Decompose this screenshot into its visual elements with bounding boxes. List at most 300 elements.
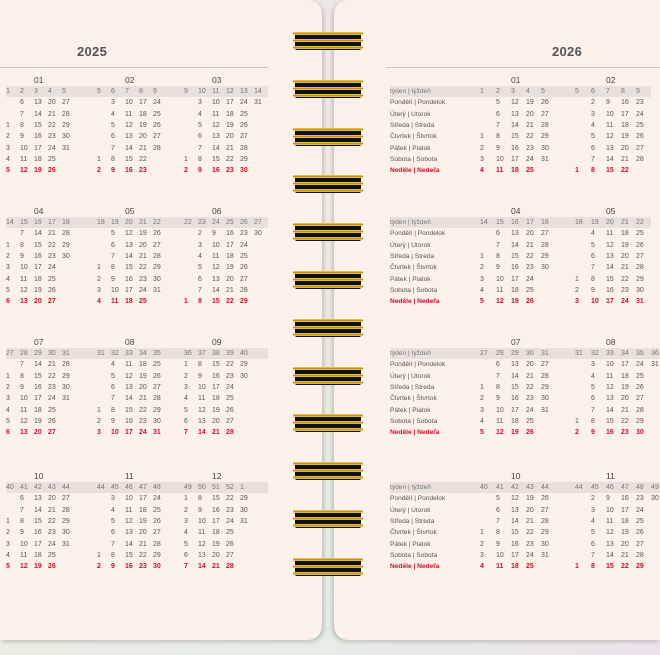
calendar-cell: 7 (606, 86, 621, 97)
calendar-cell: 30 (526, 348, 541, 359)
calendar-cell (254, 154, 268, 165)
calendar-cell (480, 228, 496, 239)
calendar-cell: 6 (184, 551, 188, 559)
calendar-cell (240, 416, 254, 427)
calendar-cell (167, 538, 184, 549)
calendar-cell: 14 (480, 217, 496, 228)
calendar-cell (575, 393, 591, 404)
calendar-cell: 2 (480, 144, 484, 152)
calendar-cell (62, 273, 80, 284)
calendar-cell (167, 470, 184, 482)
calendar-cell: 7 (20, 506, 24, 514)
calendar-cell (240, 205, 254, 217)
calendar-cell (240, 382, 254, 393)
calendar-cell: 1 (97, 551, 101, 559)
calendar-cell: 20 (139, 133, 147, 141)
calendar-cell: 29 (153, 551, 161, 559)
calendar-cell: 6 (20, 99, 24, 107)
calendar-cell: 26 (153, 230, 161, 238)
calendar-cell (80, 416, 97, 427)
calendar-cell (559, 359, 575, 370)
calendar-cell: 14 (34, 506, 42, 514)
calendar-cell (541, 470, 559, 482)
calendar-cell (97, 393, 111, 404)
calendar-cell: 8 (591, 563, 595, 571)
calendar-cell: 23 (226, 372, 234, 380)
weekday-row (6, 262, 268, 273)
calendar-cell: 19 (139, 518, 147, 526)
calendar-cell (97, 120, 111, 131)
calendar-cell: 19 (621, 384, 629, 392)
calendar-cell: 18 (226, 110, 234, 118)
calendar-cell: 30 (62, 133, 70, 141)
calendar-cell: 35 (153, 348, 167, 359)
calendar-cell (97, 142, 111, 153)
calendar-cell: 17 (212, 518, 220, 526)
calendar-cell: 13 (34, 99, 42, 107)
calendar-cell (198, 470, 212, 482)
calendar-cell: 42 (511, 482, 526, 493)
calendar-cell (167, 416, 184, 427)
calendar-cell: 17 (34, 264, 42, 272)
calendar-cell (184, 109, 198, 120)
calendar-cell: 21 (139, 540, 147, 548)
calendar-cell: 18 (34, 551, 42, 559)
calendar-cell: 20 (606, 217, 621, 228)
calendar-cell: 9 (496, 144, 500, 152)
calendar-cell (254, 251, 268, 262)
binding-ring (293, 173, 363, 195)
weekday-row (6, 538, 268, 549)
calendar-cell (153, 205, 167, 217)
week-number-row (6, 482, 268, 493)
calendar-cell (80, 382, 97, 393)
calendar-cell: 6 (496, 361, 500, 369)
calendar-cell: 16 (606, 286, 614, 294)
calendar-cell: 20 (48, 99, 56, 107)
calendar-cell (97, 131, 111, 142)
calendar-cell: 18 (621, 518, 629, 526)
calendar-cell: 37 (198, 348, 212, 359)
calendar-cell (167, 550, 184, 561)
calendar-cell: 18 (621, 230, 629, 238)
calendar-cell (575, 493, 591, 504)
calendar-cell (111, 205, 125, 217)
calendar-cell (153, 74, 167, 86)
calendar-cell: 3 (480, 275, 484, 283)
calendar-cell (254, 285, 268, 296)
calendar-cell (167, 371, 184, 382)
calendar-cell (559, 416, 575, 427)
binding-ring (293, 460, 363, 482)
calendar-cell (559, 97, 575, 108)
calendar-cell: 22 (621, 563, 629, 571)
calendar-cell: 20 (139, 384, 147, 392)
calendar-cell: 26 (240, 217, 254, 228)
calendar-cell: 5 (184, 540, 188, 548)
weekday-row (6, 228, 268, 239)
calendar-cell (184, 228, 198, 239)
calendar-cell: 4 (526, 86, 541, 97)
calendar-cell: 6 (198, 133, 202, 141)
calendar-cell: 5 (111, 372, 115, 380)
calendar-cell (139, 205, 153, 217)
calendar-cell: 3 (591, 361, 595, 369)
calendar-cell (97, 205, 111, 217)
calendar-cell: 3 (511, 86, 526, 97)
calendar-cell: 22 (48, 518, 56, 526)
calendar-cell: 50 (198, 482, 212, 493)
calendar-cell: 10 (496, 155, 504, 163)
calendar-cell: 1 (575, 275, 579, 283)
calendar-cell: 21 (212, 429, 220, 437)
calendar-cell: 9 (20, 253, 24, 261)
calendar-cell (97, 240, 111, 251)
calendar-cell: 9 (153, 86, 167, 97)
calendar-cell (254, 131, 268, 142)
calendar-cell (559, 165, 575, 176)
calendar-cell (636, 470, 651, 482)
calendar-cell: 24 (48, 540, 56, 548)
calendar-cell: 26 (526, 298, 534, 306)
calendar-cell: 24 (153, 495, 161, 503)
calendar-cell (390, 336, 480, 348)
calendar-cell (575, 240, 591, 251)
calendar-cell: 14 (511, 241, 519, 249)
calendar-cell: 23 (621, 429, 629, 437)
calendar-cell: 15 (212, 495, 220, 503)
calendar-cell: 26 (636, 384, 644, 392)
calendar-cell: 20 (212, 417, 220, 425)
calendar-cell: 4 (480, 286, 484, 294)
calendar-cell (6, 359, 20, 370)
calendar-cell (575, 470, 591, 482)
calendar-cell: 4 (480, 167, 484, 175)
calendar-cell: 30 (62, 253, 70, 261)
calendar-cell: 25 (48, 275, 56, 283)
calendar-cell: 26 (226, 406, 234, 414)
calendar-cell: 44 (541, 482, 559, 493)
calendar-cell: 27 (62, 495, 70, 503)
calendar-cell: 20 (526, 110, 534, 118)
calendar-cell (62, 262, 80, 273)
calendar-cell (184, 336, 198, 348)
calendar-cell: 29 (541, 133, 549, 141)
calendar-cell: 21 (226, 144, 234, 152)
ring-wire (293, 182, 363, 185)
calendar-cell (139, 470, 153, 482)
calendar-cell: 45 (591, 482, 606, 493)
month-label: 11 (606, 471, 615, 481)
calendar-cell: 21 (48, 506, 56, 514)
calendar-cell: 7 (125, 86, 139, 97)
calendar-cell: 21 (139, 253, 147, 261)
calendar-cell (559, 336, 575, 348)
calendar-cell: 10 (606, 361, 614, 369)
calendar-cell: 27 (254, 217, 268, 228)
calendar-cell (167, 493, 184, 504)
calendar-cell: 28 (62, 230, 70, 238)
calendar-cell (167, 359, 184, 370)
calendar-cell: 2 (184, 167, 188, 175)
calendar-cell: 14 (34, 361, 42, 369)
calendar-cell: 17 (226, 241, 234, 249)
calendar-cell: 25 (139, 298, 147, 306)
calendar-cell: 12 (20, 563, 28, 571)
calendar-cell: 7 (111, 144, 115, 152)
calendar-cell: 25 (526, 167, 534, 175)
calendar-cell (6, 493, 20, 504)
calendar-cell: 7 (496, 372, 500, 380)
calendar-cell: 30 (153, 275, 161, 283)
calendar-cell: 16 (125, 167, 133, 175)
calendar-cell (254, 296, 268, 307)
calendar-cell: 21 (48, 361, 56, 369)
calendar-cell: 21 (621, 264, 629, 272)
calendar-cell: 52 (226, 482, 240, 493)
day-label: Sobota | Sobota (390, 417, 438, 425)
calendar-cell: 9 (606, 495, 610, 503)
weekday-row (390, 427, 660, 438)
calendar-cell: 20 (139, 529, 147, 537)
week-label: týden | týždeň (390, 482, 480, 493)
calendar-cell: 19 (591, 217, 606, 228)
weekday-row (390, 154, 651, 165)
calendar-cell: 10 (111, 286, 119, 294)
calendar-cell: 23 (526, 264, 534, 272)
calendar-cell: 8 (139, 86, 153, 97)
calendar-cell (167, 561, 184, 572)
calendar-cell: 23 (526, 540, 534, 548)
calendar-cell (80, 336, 97, 348)
calendar-cell: 28 (20, 348, 34, 359)
calendar-cell: 21 (139, 144, 147, 152)
calendar-cell: 29 (62, 372, 70, 380)
calendar-cell: 14 (125, 253, 133, 261)
calendar-cell (62, 550, 80, 561)
calendar-cell: 28 (153, 253, 161, 261)
calendar-cell (651, 550, 660, 561)
ring-wire (293, 326, 363, 329)
calendar-cell: 28 (62, 110, 70, 118)
calendar-cell: 30 (153, 563, 161, 571)
calendar-cell (6, 470, 20, 482)
calendar-cell: 11 (496, 286, 504, 294)
calendar-cell: 29 (636, 417, 644, 425)
calendar-cell: 11 (606, 122, 614, 130)
calendar-cell (559, 120, 575, 131)
calendar-cell (167, 251, 184, 262)
calendar-cell: 12 (20, 167, 28, 175)
calendar-cell: 31 (62, 348, 80, 359)
calendar-cell: 5 (111, 518, 115, 526)
calendar-cell: 28 (636, 264, 644, 272)
calendar-cell: 5 (591, 241, 595, 249)
calendar-cell: 30 (541, 264, 549, 272)
calendar-cell: 19 (621, 133, 629, 141)
calendar-cell: 29 (240, 298, 248, 306)
weekday-row (390, 404, 660, 415)
calendar-cell: 2 (97, 417, 101, 425)
calendar-cell: 8 (198, 155, 202, 163)
calendar-cell: 2 (575, 429, 579, 437)
calendar-cell: 25 (48, 551, 56, 559)
calendar-cell: 26 (636, 133, 644, 141)
calendar-cell: 30 (541, 144, 549, 152)
calendar-cell (651, 427, 660, 438)
calendar-cell (20, 205, 34, 217)
calendar-cell: 31 (541, 406, 549, 414)
calendar-cell: 17 (125, 286, 133, 294)
calendar-cell (636, 205, 651, 217)
month-label: 07 (34, 337, 44, 347)
calendar-cell: 3 (6, 395, 10, 403)
calendar-cell: 3 (591, 506, 595, 514)
weekday-row (6, 393, 268, 404)
calendar-cell: 13 (606, 540, 614, 548)
calendar-cell (254, 427, 268, 438)
calendar-cell: 19 (34, 167, 42, 175)
calendar-cell: 14 (125, 144, 133, 152)
calendar-cell: 2 (97, 563, 101, 571)
calendar-cell (559, 382, 575, 393)
calendar-cell (97, 493, 111, 504)
calendar-cell: 24 (139, 429, 147, 437)
calendar-cell: 4 (97, 298, 101, 306)
calendar-cell (621, 74, 636, 86)
calendar-cell: 12 (606, 241, 614, 249)
calendar-cell: 5 (575, 86, 591, 97)
calendar-cell: 17 (226, 99, 234, 107)
calendar-cell: 13 (606, 144, 614, 152)
binding-ring (293, 317, 363, 339)
calendar-cell: 24 (526, 406, 534, 414)
calendar-cell: 3 (575, 298, 579, 306)
calendar-cell (97, 538, 111, 549)
calendar-cell: 29 (240, 495, 248, 503)
calendar-cell: 1 (6, 86, 20, 97)
calendar-cell: 7 (591, 551, 595, 559)
calendar-cell: 14 (511, 518, 519, 526)
calendar-cell: 20 (125, 217, 139, 228)
calendar-cell: 1 (184, 361, 188, 369)
calendar-cell: 21 (48, 110, 56, 118)
calendar-cell (254, 205, 268, 217)
calendar-cell: 7 (198, 286, 202, 294)
calendar-cell: 8 (111, 264, 115, 272)
calendar-cell: 5 (198, 122, 202, 130)
calendar-cell (153, 336, 167, 348)
calendar-cell: 14 (606, 551, 614, 559)
calendar-cell: 2 (184, 372, 188, 380)
calendar-cell (62, 336, 80, 348)
calendar-cell (541, 285, 559, 296)
calendar-cell: 19 (34, 563, 42, 571)
calendar-cell: 24 (139, 286, 147, 294)
calendar-cell: 8 (198, 495, 202, 503)
calendar-cell: 8 (591, 417, 595, 425)
calendar-cell: 4 (198, 110, 202, 118)
calendar-cell: 16 (34, 217, 48, 228)
day-label: Úterý | Utorok (390, 241, 431, 249)
calendar-cell: 27 (226, 417, 234, 425)
calendar-cell (198, 205, 212, 217)
calendar-cell (541, 273, 559, 284)
calendar-cell: 6 (111, 241, 115, 249)
calendar-cell: 7 (111, 395, 115, 403)
calendar-cell: 22 (226, 495, 234, 503)
calendar-cell: 8 (20, 372, 24, 380)
calendar-cell: 38 (212, 348, 226, 359)
day-label: Neděle | Nedeľa (390, 563, 440, 571)
calendar-cell: 44 (97, 482, 111, 493)
calendar-cell: 27 (636, 395, 644, 403)
calendar-cell: 24 (226, 518, 234, 526)
calendar-cell: 5 (591, 133, 595, 141)
calendar-cell: 14 (125, 395, 133, 403)
calendar-cell (559, 228, 575, 239)
weekday-row (6, 382, 268, 393)
weekday-row (6, 550, 268, 561)
calendar-cell: 26 (526, 429, 534, 437)
calendar-cell: 6 (111, 133, 115, 141)
calendar-cell (575, 97, 591, 108)
calendar-cell: 9 (111, 417, 115, 425)
calendar-cell: 16 (511, 144, 519, 152)
calendar-cell: 16 (511, 540, 519, 548)
calendar-cell: 23 (139, 167, 147, 175)
calendar-cell: 22 (526, 384, 534, 392)
calendar-cell (480, 505, 496, 516)
calendar-cell: 5 (496, 495, 500, 503)
calendar-cell: 31 (62, 144, 70, 152)
weekday-row (390, 285, 651, 296)
calendar-cell: 13 (20, 429, 28, 437)
calendar-cell: 9 (20, 133, 24, 141)
weekday-row (6, 371, 268, 382)
ring-wire (293, 421, 363, 424)
calendar-cell: 29 (636, 563, 644, 571)
calendar-cell: 36 (184, 348, 198, 359)
calendar-cell (240, 427, 254, 438)
month-label: 09 (212, 337, 222, 347)
calendar-cell: 23 (526, 395, 534, 403)
calendar-cell (62, 404, 80, 415)
month-label: 02 (606, 75, 616, 85)
calendar-cell: 9 (20, 529, 24, 537)
calendar-cell: 24 (48, 395, 56, 403)
calendar-cell: 11 (125, 361, 133, 369)
calendar-cell: 27 (541, 506, 549, 514)
calendar-cell: 28 (153, 395, 161, 403)
ring-wire (293, 319, 363, 322)
calendar-cell (80, 217, 97, 228)
calendar-cell (575, 516, 591, 527)
calendar-cell: 18 (511, 286, 519, 294)
calendar-cell: 30 (541, 395, 549, 403)
calendar-cell: 1 (480, 253, 484, 261)
calendar-cell (167, 142, 184, 153)
day-label: Středa | Streda (390, 518, 435, 526)
calendar-cell: 11 (20, 155, 28, 163)
calendar-cell: 23 (621, 286, 629, 294)
calendar-cell: 12 (198, 540, 206, 548)
calendar-cell: 1 (184, 495, 188, 503)
calendar-cell: 3 (184, 518, 188, 526)
calendar-cell: 17 (621, 506, 629, 514)
calendar-cell: 41 (496, 482, 511, 493)
calendar-cell: 7 (496, 518, 500, 526)
